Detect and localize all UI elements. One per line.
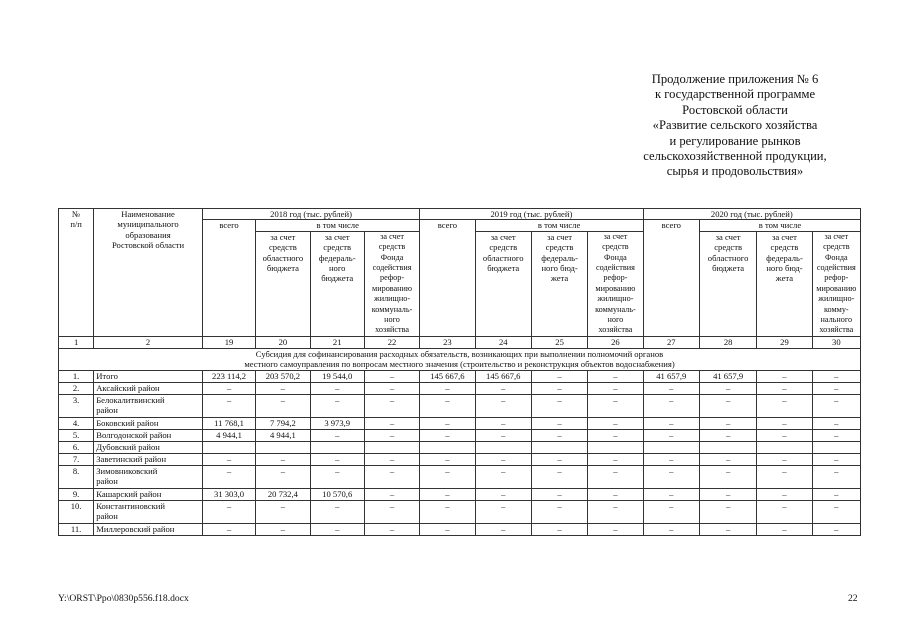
value-cell [643, 441, 699, 453]
header-housing-fund: за счет средств Фонда содействия рефор- мированию жилищно- коммуналь- ного хозяйства [588, 231, 643, 336]
value-cell: – [256, 394, 310, 417]
column-number: 27 [643, 336, 699, 348]
value-cell [475, 441, 531, 453]
header-row-years [59, 209, 861, 220]
column-number: 19 [202, 336, 255, 348]
table-row [59, 382, 861, 394]
value-cell: – [699, 488, 756, 500]
value-cell: – [420, 500, 475, 523]
header-year-2020: 2020 год (тыс. рублей) [643, 209, 860, 220]
value-cell: – [699, 429, 756, 441]
value-cell: – [202, 465, 255, 488]
value-cell: 3 973,9 [310, 417, 364, 429]
value-cell: – [643, 523, 699, 535]
value-cell: – [256, 453, 310, 465]
column-number: 2 [94, 336, 203, 348]
value-cell: – [531, 394, 587, 417]
table-row [59, 394, 861, 417]
table-row [59, 370, 861, 382]
value-cell: – [757, 488, 812, 500]
value-cell: – [256, 465, 310, 488]
row-number: 1. [59, 370, 94, 382]
municipality-name: Волгодонской район [94, 429, 203, 441]
value-cell: – [643, 382, 699, 394]
value-cell [531, 441, 587, 453]
value-cell: 7 794,2 [256, 417, 310, 429]
value-cell: – [588, 417, 643, 429]
value-cell: – [475, 453, 531, 465]
value-cell: – [812, 429, 860, 441]
header-year-2019: 2019 год (тыс. рублей) [420, 209, 643, 220]
municipality-name: Боковский район [94, 417, 203, 429]
municipality-name: Аксайский район [94, 382, 203, 394]
subsidy-title-row [59, 348, 861, 370]
header-including: в том числе [475, 220, 643, 231]
value-cell: – [531, 523, 587, 535]
value-cell: – [364, 500, 419, 523]
value-cell: – [256, 500, 310, 523]
header-regional-budget: за счет средств областного бюджета [256, 231, 310, 336]
value-cell: – [812, 523, 860, 535]
row-number: 11. [59, 523, 94, 535]
value-cell: – [364, 417, 419, 429]
header-including: в том числе [699, 220, 860, 231]
value-cell: – [202, 523, 255, 535]
column-number: 30 [812, 336, 860, 348]
value-cell: – [588, 429, 643, 441]
value-cell: – [475, 523, 531, 535]
header-name: Наименование муниципального образования Ростовской области [94, 209, 203, 337]
value-cell: 145 667,6 [475, 370, 531, 382]
municipality-name: Кашарский район [94, 488, 203, 500]
row-number: 10. [59, 500, 94, 523]
value-cell: – [420, 417, 475, 429]
header-total: всего [643, 220, 699, 336]
value-cell: 4 944,1 [256, 429, 310, 441]
value-cell: – [757, 523, 812, 535]
column-number: 26 [588, 336, 643, 348]
header-total: всего [420, 220, 475, 336]
municipality-name: Заветинский район [94, 453, 203, 465]
value-cell: 203 570,2 [256, 370, 310, 382]
value-cell: – [757, 465, 812, 488]
value-cell: – [202, 500, 255, 523]
value-cell: – [531, 370, 587, 382]
heading-line: к государственной программе [654, 87, 816, 102]
value-cell: 10 570,6 [310, 488, 364, 500]
value-cell: – [475, 488, 531, 500]
value-cell: – [588, 488, 643, 500]
header-including: в том числе [256, 220, 420, 231]
row-number: 8. [59, 465, 94, 488]
value-cell: – [364, 523, 419, 535]
value-cell: – [588, 382, 643, 394]
value-cell: 41 657,9 [699, 370, 756, 382]
column-number: 23 [420, 336, 475, 348]
value-cell: – [364, 394, 419, 417]
header-regional-budget: за счет средств областного бюджета [699, 231, 756, 336]
municipality-name: Дубовский район [94, 441, 203, 453]
value-cell: – [757, 370, 812, 382]
value-cell: – [531, 429, 587, 441]
value-cell: – [531, 500, 587, 523]
column-number: 24 [475, 336, 531, 348]
value-cell: – [812, 488, 860, 500]
file-path: Y:\ORST\Ppo\0830p556.f18.docx [58, 593, 189, 604]
value-cell: – [812, 500, 860, 523]
value-cell: 41 657,9 [643, 370, 699, 382]
value-cell: – [699, 523, 756, 535]
row-number: 9. [59, 488, 94, 500]
row-number: 5. [59, 429, 94, 441]
document-heading [560, 72, 905, 180]
value-cell: 11 768,1 [202, 417, 255, 429]
value-cell: – [364, 488, 419, 500]
heading-line: Продолжение приложения № 6 [651, 72, 819, 86]
header-total: всего [202, 220, 255, 336]
header-housing-fund: за счет средств Фонда содействия рефор- мированию жилищно- комму- нального хозяйства [812, 231, 860, 336]
value-cell: – [812, 394, 860, 417]
value-cell: – [643, 394, 699, 417]
value-cell: – [310, 382, 364, 394]
value-cell: – [757, 500, 812, 523]
table-row [59, 429, 861, 441]
value-cell: – [475, 465, 531, 488]
column-number: 1 [59, 336, 94, 348]
value-cell: – [420, 429, 475, 441]
value-cell: – [588, 465, 643, 488]
value-cell: 4 944,1 [202, 429, 255, 441]
value-cell: – [643, 465, 699, 488]
value-cell: – [588, 523, 643, 535]
header-housing-fund: за счет средств Фонда содействия рефор- мированию жилищно- коммуналь- ного хозяйства [364, 231, 419, 336]
value-cell: – [699, 465, 756, 488]
value-cell: – [475, 417, 531, 429]
value-cell: 145 667,6 [420, 370, 475, 382]
table-row [59, 488, 861, 500]
value-cell: – [757, 394, 812, 417]
value-cell: – [699, 382, 756, 394]
value-cell: – [202, 394, 255, 417]
value-cell: – [531, 382, 587, 394]
header-federal-budget: за счет средств федераль- ного бюд- жета [531, 231, 587, 336]
value-cell: – [256, 382, 310, 394]
value-cell: – [310, 500, 364, 523]
value-cell: – [475, 429, 531, 441]
value-cell: – [475, 394, 531, 417]
value-cell: – [699, 394, 756, 417]
value-cell: – [202, 453, 255, 465]
municipality-name: Миллеровский район [94, 523, 203, 535]
column-number: 21 [310, 336, 364, 348]
column-number: 28 [699, 336, 756, 348]
column-number-row [59, 336, 861, 348]
heading-line: «Развитие сельского хозяйства [652, 118, 818, 133]
value-cell [256, 441, 310, 453]
municipality-name: Зимовниковский район [94, 465, 203, 488]
value-cell: 223 114,2 [202, 370, 255, 382]
value-cell: – [364, 465, 419, 488]
header-year-2018: 2018 год (тыс. рублей) [202, 209, 419, 220]
value-cell: – [475, 500, 531, 523]
value-cell: – [588, 394, 643, 417]
header-regional-budget: за счет средств областного бюджета [475, 231, 531, 336]
value-cell [310, 441, 364, 453]
table-row [59, 441, 861, 453]
value-cell: – [420, 382, 475, 394]
value-cell: – [420, 394, 475, 417]
subsidy-table [58, 208, 861, 536]
table-row [59, 453, 861, 465]
value-cell: – [420, 465, 475, 488]
value-cell: – [643, 417, 699, 429]
value-cell: – [310, 453, 364, 465]
header-no: № п/п [59, 209, 94, 337]
row-number: 6. [59, 441, 94, 453]
value-cell: – [757, 453, 812, 465]
municipality-name: Итого [94, 370, 203, 382]
value-cell [364, 441, 419, 453]
value-cell: – [310, 465, 364, 488]
value-cell: – [202, 382, 255, 394]
value-cell: – [757, 382, 812, 394]
heading-line: сырья и продовольствия» [666, 164, 804, 179]
value-cell: – [310, 394, 364, 417]
value-cell [757, 441, 812, 453]
row-number: 7. [59, 453, 94, 465]
value-cell: – [420, 523, 475, 535]
value-cell: – [812, 465, 860, 488]
column-number: 22 [364, 336, 419, 348]
value-cell: – [531, 465, 587, 488]
value-cell: – [588, 370, 643, 382]
value-cell: – [531, 453, 587, 465]
value-cell: – [643, 429, 699, 441]
value-cell: 31 303,0 [202, 488, 255, 500]
heading-line: и регулирование рынков [669, 133, 801, 148]
header-federal-budget: за счет средств федераль- ного бюд- жета [757, 231, 812, 336]
value-cell: – [757, 417, 812, 429]
column-number: 25 [531, 336, 587, 348]
value-cell: – [812, 417, 860, 429]
value-cell [812, 441, 860, 453]
column-number: 29 [757, 336, 812, 348]
value-cell: – [364, 453, 419, 465]
value-cell: – [812, 370, 860, 382]
value-cell: – [643, 488, 699, 500]
column-number: 20 [256, 336, 310, 348]
value-cell: – [699, 453, 756, 465]
value-cell: – [699, 500, 756, 523]
value-cell: – [699, 417, 756, 429]
table-row [59, 417, 861, 429]
value-cell: – [757, 429, 812, 441]
table-row [59, 523, 861, 535]
table-row [59, 465, 861, 488]
value-cell [699, 441, 756, 453]
value-cell: – [812, 382, 860, 394]
value-cell [202, 441, 255, 453]
value-cell: – [364, 382, 419, 394]
row-number: 4. [59, 417, 94, 429]
value-cell: – [588, 500, 643, 523]
value-cell: – [310, 429, 364, 441]
value-cell [420, 441, 475, 453]
value-cell: – [812, 453, 860, 465]
value-cell: – [420, 488, 475, 500]
table-row [59, 500, 861, 523]
value-cell: – [531, 417, 587, 429]
row-number: 2. [59, 382, 94, 394]
value-cell: – [310, 523, 364, 535]
municipality-name: Белокалитвинский район [94, 394, 203, 417]
value-cell [588, 441, 643, 453]
page-number: 22 [848, 593, 858, 604]
value-cell: – [364, 429, 419, 441]
header-federal-budget: за счет средств федераль- ного бюджета [310, 231, 364, 336]
value-cell: – [588, 453, 643, 465]
value-cell: 19 544,0 [310, 370, 364, 382]
heading-line: сельскохозяйственной продукции, [643, 149, 827, 164]
value-cell: – [643, 500, 699, 523]
value-cell: 20 732,4 [256, 488, 310, 500]
subsidy-title: Субсидия для софинансирования расходных обязательств, возникающих при выполнении полномочий органов местного самоуправления по вопросам местного значения (строительство и реконструкция объектов водоснабжения) [59, 348, 861, 370]
heading-line: Ростовской области [682, 102, 788, 117]
municipality-name: Константиновский район [94, 500, 203, 523]
value-cell: – [364, 370, 419, 382]
value-cell: – [531, 488, 587, 500]
row-number: 3. [59, 394, 94, 417]
value-cell: – [256, 523, 310, 535]
value-cell: – [475, 382, 531, 394]
value-cell: – [420, 453, 475, 465]
value-cell: – [643, 453, 699, 465]
